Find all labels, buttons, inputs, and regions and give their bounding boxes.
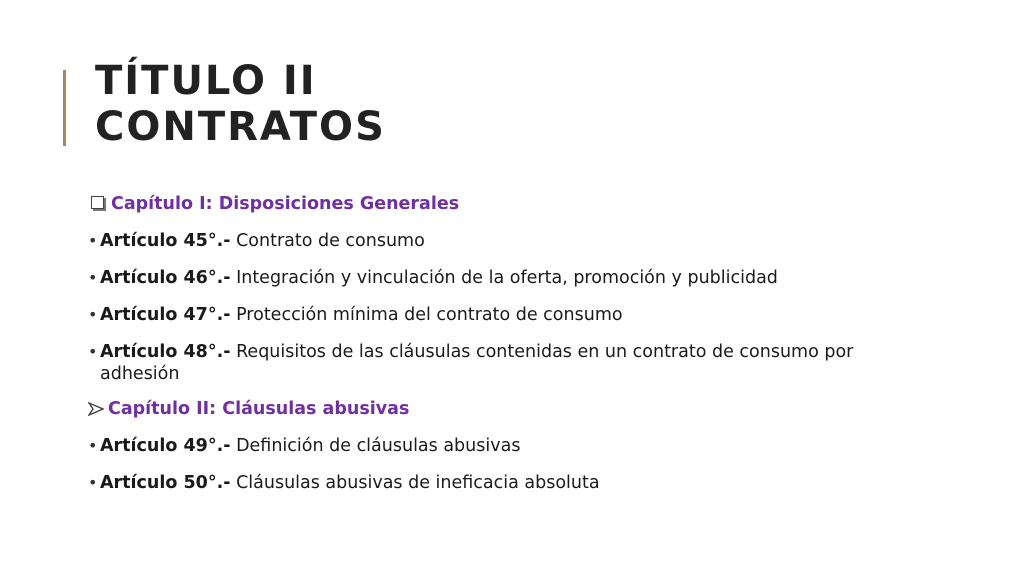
article-label: Artículo 50°.- [100, 473, 231, 493]
square-bullet-icon [91, 196, 104, 209]
list-item [88, 472, 928, 494]
title-line-2: CONTRATOS [95, 104, 386, 150]
list-item [88, 304, 928, 326]
bullet-dot-icon: • [88, 342, 98, 361]
bullet-dot-icon: • [88, 436, 98, 455]
article-text: Cláusulas abusivas de ineficacia absoluta [230, 473, 600, 493]
article-text: Integración y vinculación de la oferta, promoción y publicidad [230, 268, 778, 288]
chapter-heading-2 [88, 398, 928, 420]
chapter-heading-1 [88, 193, 928, 215]
article-label: Artículo 49°.- [100, 436, 231, 456]
chapter-heading-text: Capítulo I: Disposiciones Generales [111, 194, 460, 214]
list-item [88, 267, 928, 289]
chapter-heading-text: Capítulo II: Cláusulas abusivas [108, 399, 410, 419]
list-item [88, 435, 928, 457]
list-item [88, 341, 928, 385]
title-accent-bar [63, 70, 66, 146]
bullet-dot-icon: • [88, 268, 98, 287]
title-line-1: TÍTULO II [95, 58, 317, 104]
arrow-bullet-icon [88, 398, 108, 416]
article-label: Artículo 47°.- [100, 305, 231, 325]
article-label: Artículo 48°.- [100, 342, 231, 362]
bullet-dot-icon: • [88, 473, 98, 492]
article-text: Requisitos de las cláusulas contenidas en un contrato de consumo por adhesión [100, 342, 854, 384]
content-list [88, 193, 928, 509]
article-label: Artículo 45°.- [100, 231, 231, 251]
bullet-dot-icon: • [88, 231, 98, 250]
article-text: Contrato de consumo [230, 231, 425, 251]
article-text: Protección mínima del contrato de consumo [230, 305, 623, 325]
list-item [88, 230, 928, 252]
article-text: Definición de cláusulas abusivas [230, 436, 521, 456]
bullet-dot-icon: • [88, 305, 98, 324]
slide-title [95, 58, 386, 150]
article-label: Artículo 46°.- [100, 268, 231, 288]
